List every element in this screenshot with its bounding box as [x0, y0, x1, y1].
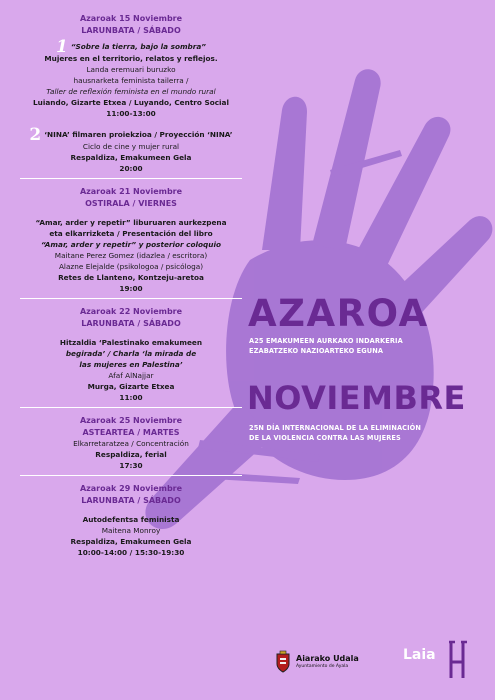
laia-logo [403, 640, 473, 682]
event-line: Luiando, Gizarte Etxea / Luyando, Centro Social [33, 98, 229, 107]
event-day: LARUNBATA / SÁBADO [81, 25, 181, 35]
event-line: Taller de reflexión feminista en el mundo rural [46, 87, 216, 96]
event-line: Hitzaldia ‘Palestinako emakumeen [59, 338, 203, 347]
event-line: 2 ‘NINA’ filmaren proiekzioa / Proyección ‘NINA’ [29, 125, 233, 145]
event-line: las mujeres en Palestina’ [79, 360, 183, 369]
event-line: “Amar, arder y repetir” y posterior coloquio [41, 240, 221, 249]
divider [20, 298, 242, 299]
event-line: Retes de Llanteno, Kontzeju-aretoa [58, 273, 204, 282]
event-list [20, 13, 242, 558]
event-item [20, 337, 242, 403]
event-date: Azaroak 22 Noviembre [79, 307, 183, 316]
event-line: Alazne Elejalde (psikologoa / psicóloga) [58, 262, 204, 271]
event-line: Elkarretaratzea / Concentración [73, 439, 189, 448]
event-line: Ciclo de cine y mujer rural [82, 142, 180, 151]
event-line: Landa eremuari buruzko [86, 65, 176, 74]
event-line: Respaldiza, Emakumeen Gela [70, 153, 192, 162]
event-block [20, 415, 242, 471]
event-item [20, 514, 242, 558]
event-line: Mujeres en el territorio, relatos y reflejos. [44, 54, 218, 63]
event-date: Azaroak 25 Noviembre [79, 416, 183, 425]
event-line: Afaf AlNajjar [108, 371, 154, 380]
event-line: Maitena Monroy [101, 526, 161, 535]
event-time: 20:00 [119, 164, 143, 173]
event-day: LARUNBATA / SÁBADO [81, 495, 181, 505]
event-line: Respaldiza, ferial [95, 450, 167, 459]
divider [20, 475, 242, 476]
event-time: 10:00-14:00 / 15:30-19:30 [77, 548, 185, 557]
title-azaroa: AZAROA [248, 292, 429, 335]
event-day: OSTIRALA / VIERNES [85, 198, 177, 208]
ayala-logo [272, 648, 382, 678]
laia-wordmark: Laia [403, 647, 436, 663]
event-block [20, 483, 242, 558]
event-time: 17:30 [119, 461, 143, 470]
event-line: Murga, Gizarte Etxea [87, 382, 175, 391]
event-block [20, 13, 242, 174]
event-block [20, 306, 242, 403]
event-date: Azaroak 21 Noviembre [79, 187, 183, 196]
h-bracket-icon [447, 640, 467, 680]
event-day: LARUNBATA / SÁBADO [81, 318, 181, 328]
event-time: 11:00 [119, 393, 143, 402]
event-time: 11:00-13:00 [106, 109, 156, 118]
divider [20, 178, 242, 179]
event-line: Autodefentsa feminista [82, 515, 180, 524]
title-noviembre: NOVIEMBRE [247, 379, 466, 417]
event-item [20, 438, 242, 471]
item-number: 2 [29, 125, 42, 145]
event-line: hausnarketa feminista tailerra / [73, 76, 189, 85]
event-line: “Amar, arder y repetir” liburuaren aurkezpena [35, 218, 227, 227]
event-line: eta elkarrizketa / Presentación del libro [49, 229, 213, 238]
item-number: 1 [55, 37, 68, 57]
subtitle-es: 25N DÍA INTERNACIONAL DE LA ELIMINACIÓN DE LA VIOLENCIA CONTRA LAS MUJERES [249, 424, 421, 442]
event-line: begirada’ / Charla ‘la mirada de [65, 349, 197, 358]
event-line: Maitane Perez Gomez (idazlea / escritora) [54, 251, 208, 260]
coat-of-arms-icon [274, 650, 292, 674]
event-item [20, 37, 242, 119]
ayala-subtitle: Ayuntamiento de Ayala [296, 664, 349, 669]
event-line: 1 “Sobre la tierra, bajo la sombra” [55, 37, 207, 57]
subtitle-eu: A25 EMAKUMEEN AURKAKO INDARKERIA EZABATZEKO NAZIOARTEKO EGUNA [249, 337, 403, 355]
event-day: ASTEARTEA / MARTES [82, 427, 180, 437]
event-block [20, 186, 242, 294]
event-date: Azaroak 29 Noviembre [79, 484, 183, 493]
ayala-name: Aiarako Udala [296, 654, 359, 663]
event-line: Respaldiza, Emakumeen Gela [70, 537, 192, 546]
event-item [20, 125, 242, 174]
event-time: 19:00 [119, 284, 143, 293]
event-item [20, 217, 242, 294]
divider [20, 407, 242, 408]
event-date: Azaroak 15 Noviembre [79, 14, 183, 23]
